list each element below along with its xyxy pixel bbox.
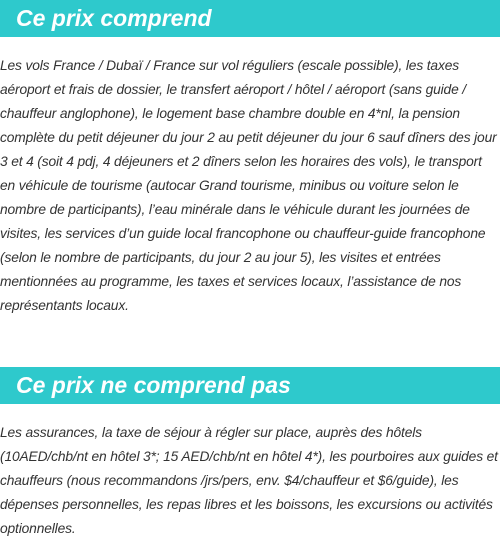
section-text-price-includes: Les vols France / Dubaï / France sur vol réguliers (escale possible), les taxes aéroport et frais de dossier, le transfert aéroport / hôtel / aéroport (sans guide / chauffeur anglophone), le logement base chambre double en 4*nl, la pension complète du petit déjeuner du jour 2 au petit déjeuner du jour 6 sauf dîners des jour 3 et 4 (soit 4 pdj, 4 déjeuners et 2 dîners selon les horaires des vols), le transport en véhicule de tourisme (autocar Grand tourisme, minibus ou voiture selon le nombre de participants), l’eau minérale dans le véhicule durant les journées de visites, les services d’un guide local francophone ou chauffeur-guide francophone (selon le nombre de participants, du jour 2 au jour 5), les visites et entrées mentionnées au programme, les taxes et services locaux, l’assistance de nos représentants locaux. bbox=[0, 58, 497, 313]
section-title-price-includes: Ce prix comprend bbox=[0, 0, 500, 37]
section-text-price-excludes: Les assurances, la taxe de séjour à régler sur place, auprès des hôtels (10AED/chb/nt en hôtel 3*; 15 AED/chb/nt en hôtel 4*), les pourboires aux guides et chauffeurs (nous recommandons /jrs/pers, env. $4/chauffeur et $6/guide), les dépenses personnelles, les repas libres et les boissons, les excursions ou activités optionnelles. bbox=[0, 425, 498, 536]
section-title-price-excludes: Ce prix ne comprend pas bbox=[0, 367, 500, 404]
